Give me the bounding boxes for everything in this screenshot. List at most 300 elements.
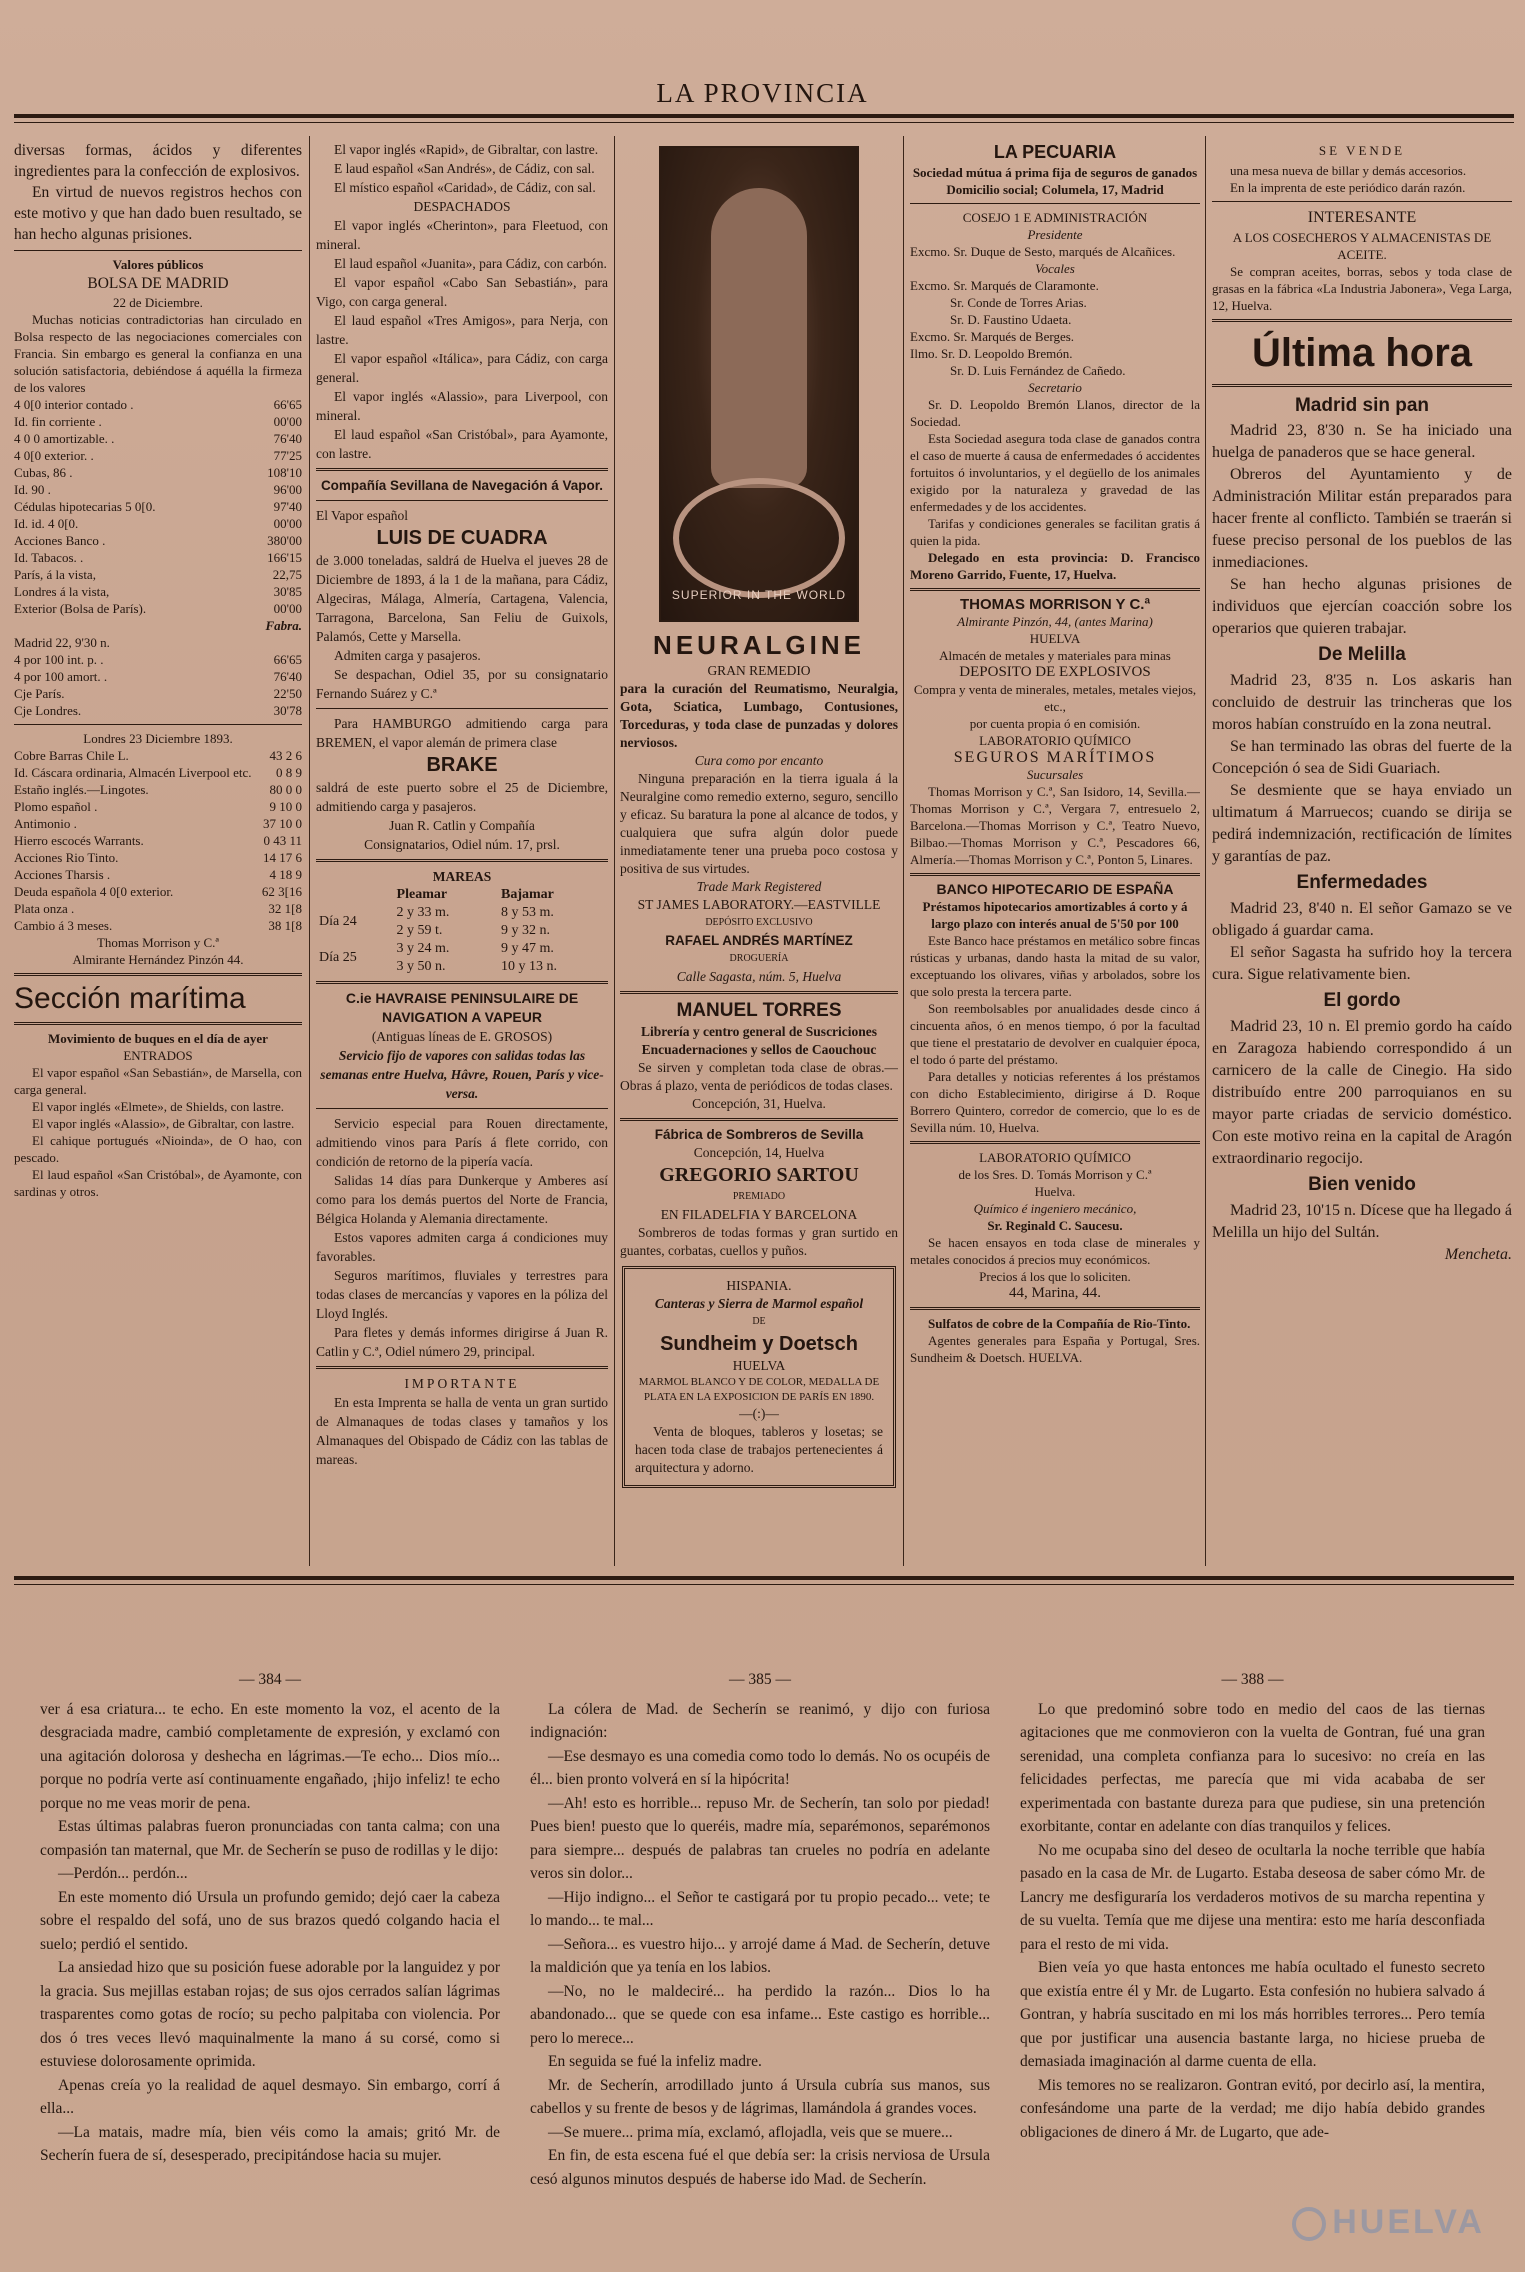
signature: Almirante Hernández Pinzón 44. — [72, 952, 244, 967]
quote-row — [14, 917, 302, 934]
quote-row — [14, 764, 302, 781]
ad-text: Ninguna preparación en la tierra iguala á la Neuralgine como remedio externo, seguro, sencillo y eficaz. Su baratura la pone al alcance de todos, y cualquiera que sufra algún dolor puede inmediatamente tener una prueba poco costosa y positiva de sus virtudes. — [620, 771, 898, 876]
quote-value: 66'65 — [273, 652, 302, 667]
section-heading: IMPORTANTE — [404, 1376, 520, 1391]
ad-title: RAFAEL ANDRÉS MARTÍNEZ — [665, 933, 853, 948]
divider — [14, 250, 302, 251]
ad-title: Sundheim y Doetsch — [660, 1333, 858, 1355]
ship-entry: El vapor inglés «Alassio», para Liverpool, con mineral. — [316, 389, 608, 423]
ad-text: Este Banco hace préstamos en metálico sobre fincas rústicas y urbanas, dando hasta la mitad de su valor, exceptuando los olivares, viñas y arbolados, sobre los que solo presta la tercera parte. — [910, 933, 1200, 999]
ad-text: Esta Sociedad asegura toda clase de ganados contra el caso de muerte á causa de enfermedades ó accidentes fortuitos ó involuntarios, y el degüello de los animales exigido por la naturaleza y gravedad de las enfermedades y de los accidentes. — [910, 431, 1200, 514]
ship-entry: El cahique portugués «Nioinda», de O hao, con pescado. — [14, 1133, 302, 1165]
serial-text: —La matais, madre mía, bien véis como la amais; gritó Mr. de Secherín fuera de sí, desesperado, precipitándose hacia su mujer. — [40, 2123, 500, 2164]
quote-value: 9 10 0 — [269, 799, 302, 814]
news-text: Madrid 23, 10'15 n. Dícese que ha llegado á Melilla un hijo del Sultán. — [1212, 1202, 1512, 1241]
quote-value: 30'85 — [273, 584, 302, 599]
quote-row — [14, 702, 302, 719]
quote-value: 76'40 — [273, 431, 302, 446]
ad-subtitle: Canteras y Sierra de Marmol español — [654, 1296, 864, 1311]
quote-value: 108'10 — [267, 465, 302, 480]
quote-label: 4 0 0 amortizable. . — [14, 431, 115, 446]
quote-label: Plomo español . — [14, 799, 98, 814]
quote-row — [14, 668, 302, 685]
ship-entry: El vapor inglés «Alassio», de Gibraltar, con lastre. — [32, 1116, 295, 1131]
ad-text: Servicio especial para Rouen directamente, admitiendo vinos para París á flete corrido, con condición de retorno de la pipería vacía. — [316, 1116, 608, 1169]
serial-text: —Se muere... prima mía, exclamó, aflojadla, veis que se muere... — [548, 2123, 953, 2141]
section-heading: DESPACHADOS — [413, 199, 511, 214]
ship-entry: El vapor inglés «Rapid», de Gibraltar, con lastre. — [334, 142, 599, 157]
tides-cell: 2 y 33 m. — [396, 905, 450, 920]
neuralgine-illustration — [659, 146, 859, 622]
ad-title: LA PECUARIA — [993, 142, 1117, 162]
tides-header: Bajamar — [501, 887, 554, 902]
quote-label: Id. Cáscara ordinaria, Almacén Liverpool etc. — [14, 765, 252, 780]
ad-text: Concepción, 31, Huelva. — [692, 1096, 826, 1111]
ad-text: Para fletes y demás informes dirigirse á Juan R. Catlin y C.ª, Odiel número 29, principal. — [316, 1325, 608, 1359]
company-name: Juan R. Catlin y Compañía — [389, 818, 535, 833]
divider — [910, 873, 1200, 876]
ad-title: Compañía Sevillana de Navegación á Vapor. — [320, 478, 604, 493]
quotes-table — [14, 396, 302, 617]
ad-title: GREGORIO SARTOU — [659, 1164, 859, 1186]
masthead: LA PROVINCIA — [656, 78, 869, 108]
quote-row — [14, 447, 302, 464]
metals-table — [14, 747, 302, 934]
divider — [910, 588, 1200, 591]
quote-row — [14, 747, 302, 764]
ad-text: Precios á los que lo soliciten. — [979, 1269, 1131, 1284]
quote-value: 80 0 0 — [269, 782, 302, 797]
serial-text: —No, no le maldeciré... ha perdido la razón... Dios lo ha abandonado... que se quede con esa infame... Este castigo es horrible... pero lo merece... — [530, 1982, 990, 2047]
ad-title: LABORATORIO QUÍMICO — [979, 1150, 1131, 1165]
quote-value: 14 17 6 — [263, 850, 302, 865]
ad-text: Estos vapores admiten carga á condiciones muy favorables. — [316, 1230, 608, 1264]
news-text: El señor Sagasta ha sufrido hoy la tercera cura. Sigue relativamente bien. — [1212, 944, 1512, 983]
quote-label: Cubas, 86 . — [14, 465, 73, 480]
serial-text: Mis temores no se realizaron. Gontran evitó, por decirlo así, la mentira, confesándome una parte de la verdad; me dijo había debido grandes obligaciones de dinero á Mr. de Lugarto, que ade- — [1020, 2076, 1485, 2141]
serial-column-2 — [530, 1668, 990, 2191]
section-heading: ENTRADOS — [123, 1048, 193, 1063]
ad-subtitle: Sociedad mútua á prima fija de seguros de ganados — [912, 165, 1198, 180]
divider — [14, 724, 302, 725]
tides-header: Pleamar — [396, 887, 448, 902]
ad-subtitle: A LOS COSECHEROS Y ALMACENISTAS DE ACEITE. — [1232, 230, 1492, 262]
news-text: Se han terminado las obras del fuerte de la Concepción ó sea de Sidi Guariach. — [1212, 738, 1512, 777]
tides-cell: 3 y 24 m. — [396, 941, 450, 956]
quote-value: 00'00 — [273, 414, 302, 429]
ad-subtitle: Huelva. — [1034, 1184, 1076, 1199]
quote-value: 00'00 — [273, 516, 302, 531]
top-rule-thin — [14, 122, 1514, 123]
column-4 — [910, 140, 1200, 1570]
ad-text: PREMIADO — [732, 1191, 786, 1202]
ad-text: Para detalles y noticias referentes á los préstamos con dicho Establecimiento, dirigirse á D. Roque Borrero Quintero, corredor de comercio, que lo es de Sevilla núm. 10, Huelva. — [910, 1069, 1200, 1135]
ad-text: Sr. Conde de Torres Arias. — [950, 295, 1087, 310]
ring-shape — [673, 478, 845, 598]
ad-text: Vocales — [1035, 261, 1075, 276]
ad-text: Excmo. Sr. Marqués de Claramonte. — [910, 278, 1099, 293]
news-text: Madrid 23, 10 n. El premio gordo ha caído en Zaragoza habiendo correspondido á un carnicero de la calle de Cinegio. Ha sido distribuído entre 200 parroquianos en su mayor parte criadas de servicio doméstico. Con este motivo reina en la capital de Aragón extraordinario regocijo. — [1212, 1018, 1512, 1167]
column-2 — [316, 140, 608, 1570]
ad-title: NEURALGINE — [653, 630, 865, 660]
ship-entry: El vapor español «Cabo San Sebastián», para Vigo, con carga general. — [316, 275, 608, 309]
quote-label: Id. id. 4 0[0. — [14, 516, 79, 531]
quote-row — [14, 515, 302, 532]
quote-value: 97'40 — [273, 499, 302, 514]
agency-signature: Mencheta. — [1444, 1246, 1512, 1263]
library-watermark — [1292, 2203, 1485, 2242]
news-heading: Enfermedades — [1296, 872, 1428, 893]
news-heading: De Melilla — [1318, 644, 1406, 665]
divider — [910, 203, 1200, 204]
ad-text: Se sirven y completan toda clase de obras.—Obras á plazo, venta de periódicos de todas clases. — [620, 1060, 898, 1093]
ad-title: HISPANIA. — [726, 1278, 792, 1293]
ad-text: Almacén de metales y materiales para minas — [939, 648, 1171, 663]
quote-value: 66'65 — [273, 397, 302, 412]
quote-row — [14, 583, 302, 600]
quote-label: 4 0[0 interior contado . — [14, 397, 134, 412]
quote-label: Acciones Rio Tinto. — [14, 850, 119, 865]
ad-text: Secretario — [1028, 380, 1082, 395]
ship-entry: El vapor inglés «Elmete», de Shields, con lastre. — [32, 1099, 284, 1114]
serial-text: En este momento dió Ursula un profundo gemido; dejó caer la cabeza sobre el respaldo del sofá, uno de sus brazos quedó colgando hacia el suelo; perdió el sentido. — [40, 1888, 500, 1953]
quote-row — [14, 832, 302, 849]
ad-text: Sr. D. Leopoldo Bremón Llanos, director de la Sociedad. — [910, 397, 1200, 429]
quote-label: Acciones Banco . — [14, 533, 106, 548]
quote-row — [14, 481, 302, 498]
quote-label: Antimonio . — [14, 816, 77, 831]
hispania-ad-box — [622, 1266, 896, 1488]
quote-row — [14, 566, 302, 583]
ad-title: MANUEL TORRES — [676, 1000, 842, 1021]
serial-text: —Hijo indigno... el Señor te castigará por tu propio pecado... vete; te lo mando... te mal... — [530, 1888, 990, 1929]
ad-text: DROGUERÍA — [729, 953, 789, 964]
ad-text: Admiten carga y pasajeros. — [334, 648, 481, 663]
ad-subtitle: Encuadernaciones y sellos de Caouchouc — [641, 1042, 877, 1057]
divider — [316, 708, 608, 709]
page-number: — 385 — — [729, 1671, 791, 1688]
ship-name: BRAKE — [426, 754, 498, 776]
column-5 — [1212, 140, 1512, 1570]
quote-value: 32 1[8 — [268, 901, 302, 916]
divider — [316, 1108, 608, 1109]
ad-subtitle: Domicilio social; Columela, 17, Madrid — [946, 182, 1164, 197]
ad-title: BANCO HIPOTECARIO DE ESPAÑA — [936, 881, 1174, 897]
ship-entry: El vapor español «San Sebastián», de Marsella, con carga general. — [14, 1065, 302, 1097]
divider — [620, 1118, 898, 1121]
ad-text: Químico é ingeniero mecánico, — [973, 1201, 1137, 1216]
ad-text: HUELVA — [1029, 631, 1081, 646]
quote-value: 0 43 11 — [263, 833, 302, 848]
tides-table — [316, 886, 608, 976]
article-text: diversas formas, ácidos y diferentes ingredientes para la confección de explosivos. — [14, 142, 302, 180]
serial-text: —Perdón... perdón... — [58, 1865, 188, 1882]
divider — [316, 859, 608, 862]
quote-label: Cje Londres. — [14, 703, 82, 718]
ad-text: Ilmo. Sr. D. Leopoldo Bremón. — [910, 346, 1073, 361]
serial-text: Apenas creía yo la realidad de aquel desmayo. Sin embargo, corrí á ella... — [40, 2076, 500, 2117]
quote-row — [14, 815, 302, 832]
ad-text: Salidas 14 días para Dunkerque y Amberes así como para los demás puertos del Norte de Francia, Bélgica Holanda y Alemania directamente. — [316, 1173, 608, 1226]
ad-subtitle: Préstamos hipotecarios amortizables á corto y á largo plazo con interés anual de 5'50 por 100 — [922, 899, 1188, 931]
section-heading: Valores públicos — [112, 257, 204, 272]
divider — [620, 991, 898, 994]
ad-text: Servicio fijo de vapores con salidas todas las semanas entre Huelva, Hâvre, Rouen, París y vice-versa. — [320, 1048, 604, 1101]
quote-row — [14, 549, 302, 566]
ad-text: Venta de bloques, tableros y losetas; se hacen toda clase de trabajos pertenecientes á arquitectura y adorno. — [635, 1424, 883, 1475]
ad-text: Son reembolsables por anualidades desde cinco á cincuenta años, ó en menos tiempo, ó por la facultad que tiene el prestatario de devolver en cualquier época, el todo ó parte del préstamo. — [910, 1001, 1200, 1067]
divider — [14, 973, 302, 976]
quote-value: 380'00 — [267, 533, 302, 548]
ad-text: para la curación del Reumatismo, Neuralgia, Gota, Sciatica, Lumbago, Contusiones, Torceduras, y toda clase de punzadas y dolores nerviosos. — [620, 681, 898, 750]
quote-row — [14, 464, 302, 481]
ad-text: de 3.000 toneladas, saldrá de Huelva el jueves 28 de Diciembre de 1893, á la 1 de la mañana, para Cádiz, Algeciras, Málaga, Almería, Cartagena, Valencia, Tarragona, Barcelona, San Feliu de Guixols, Palamós, Cette y Marsella. — [316, 553, 608, 644]
quote-label: Id. 90 . — [14, 482, 51, 497]
quote-row — [14, 798, 302, 815]
page-number: — 388 — — [1221, 1671, 1284, 1688]
company-address: Consignatarios, Odiel núm. 17, prsl. — [364, 837, 560, 852]
ad-text: saldrá de este puerto sobre el 25 de Diciembre, admitiendo carga y pasajeros. — [316, 780, 608, 814]
date-line: Londres 23 Diciembre 1893. — [83, 731, 233, 746]
ad-text: Excmo. Sr. Duque de Sesto, marqués de Alcañices. — [910, 244, 1176, 259]
signature: Thomas Morrison y C.ª — [96, 935, 220, 950]
bottom-rule — [14, 1576, 1514, 1580]
ad-text: Sr. D. Faustino Udaeta. — [950, 312, 1072, 327]
tides-day: Día 24 — [319, 914, 357, 929]
column-divider — [309, 136, 310, 1566]
tides-day: Día 25 — [319, 950, 357, 965]
serial-text: Bien veía yo que hasta entonces me había ocultado el funesto secreto que existía entre él y Mr. de Lugarto. Esta confesión no hubiera salvado á Gontran, y habría suscitado en mi los más horribles terrores... Pero temía que por justificar una ausencia bastante larga, no hiciese prueba de demasiada imaginación al darme cuenta de ella. — [1020, 1959, 1485, 2070]
ad-text: (Antiguas líneas de E. GROSOS) — [371, 1029, 553, 1044]
quote-label: Cédulas hipotecarias 5 0[0. — [14, 499, 156, 514]
article-text: Muchas noticias contradictorias han circulado en Bolsa respecto de las negociaciones comerciales con Francia. Sin embargo es general la confianza en una solución satisfactoria, debiéndose á aquélla la firmeza de los valores — [14, 312, 302, 395]
section-heading: MAREAS — [432, 869, 492, 884]
ad-text: En esta Imprenta se halla de venta un gran surtido de Almanaques de todas clases y tamaños y los Almanaques del Obispado de Cádiz con las tablas de mareas. — [316, 1395, 608, 1467]
ad-text: Agentes generales para España y Portugal, Sres. Sundheim & Doetsch. HUELVA. — [910, 1333, 1200, 1365]
ad-text: Se despachan, Odiel 35, por su consignatario Fernando Suárez y C.ª — [316, 667, 608, 701]
divider — [316, 981, 608, 984]
serial-column-3 — [1020, 1668, 1485, 2144]
ad-text: una mesa nueva de billar y demás accesorios. — [1230, 163, 1467, 178]
tides-cell: 2 y 59 t. — [396, 923, 443, 938]
section-heading: BOLSA DE MADRID — [87, 275, 229, 292]
quote-row — [14, 532, 302, 549]
quote-row — [14, 849, 302, 866]
quote-value: 38 1[8 — [268, 918, 302, 933]
ad-subtitle: DEPOSITO DE EXPLOSIVOS — [959, 664, 1151, 680]
divider — [316, 468, 608, 471]
ship-entry: El laud español «Juanita», para Cádiz, con carbón. — [334, 256, 607, 271]
serial-column-1 — [40, 1668, 500, 2168]
column-divider — [1205, 136, 1206, 1566]
quote-value: 0 8 9 — [276, 765, 302, 780]
news-text: Madrid 23, 8'40 n. El señor Gamazo se ve obligado á guardar cama. — [1212, 900, 1512, 939]
ad-text: por cuenta propia ó en comisión. — [969, 716, 1141, 731]
serial-text: Mr. de Secherín, arrodillado junto á Ursula cubría sus manos, sus cabellos y su frente de besos y de lágrimas, llamándola á grandes voces. — [530, 2076, 990, 2117]
tides-cell: 9 y 32 n. — [501, 923, 550, 938]
ad-subtitle: SEGUROS MARÍTIMOS — [953, 749, 1157, 766]
column-divider — [903, 136, 904, 1566]
quote-value: 77'25 — [273, 448, 302, 463]
quote-row — [14, 866, 302, 883]
quote-value: 37 10 0 — [263, 816, 302, 831]
serial-text: ver á esa criatura... te echo. En este momento la voz, el acento de la desgraciada madre, cambió completamente de expresión, y exclamó con una agitación dolorosa y deshecha en lágrimas.—Te echo... Dios mío... porque no podría verte así continuamente engañado, ¡hijo infeliz! te echo porque no me veas morir de pena. — [40, 1700, 500, 1812]
quote-label: Id. fin corriente . — [14, 414, 102, 429]
divider — [14, 1022, 302, 1025]
ad-text: Se hacen ensayos en toda clase de minerales y metales conocidos á precios muy económicos. — [910, 1235, 1200, 1267]
ad-title: C.ie HAVRAISE PENINSULAIRE DE NAVIGATION A VAPEUR — [345, 990, 579, 1025]
ad-subtitle: Cura como por encanto — [694, 753, 824, 768]
ad-text: Sr. Reginald C. Saucesu. — [987, 1218, 1123, 1233]
quote-row — [14, 900, 302, 917]
ad-text: Sr. D. Luis Fernández de Cañedo. — [950, 363, 1126, 378]
figure-shape — [711, 188, 807, 488]
ship-entry: El místico español «Caridad», de Cádiz, con sal. — [334, 180, 596, 195]
ad-title: Sulfatos de cobre de la Compañía de Rio-Tinto. — [928, 1316, 1191, 1331]
ship-entry: E laud español «San Andrés», de Cádiz, con sal. — [334, 161, 595, 176]
quote-value: 62 3[16 — [261, 884, 302, 899]
ship-entry: El vapor español «Itálica», para Cádiz, con carga general. — [316, 351, 608, 385]
serial-text: Estas últimas palabras fueron pronunciadas con tanta calma; con una compasión tan maternal, que Mr. de Secherín se puso de rodillas y le dijo: — [40, 1818, 500, 1859]
serial-text: No me ocupaba sino del deseo de ocultarla la noche terrible que había pasado en la casa de Mr. de Lugarto. Estaba deseosa de saber cómo Mr. de Lancry me desfiguraría los verdaderos motivos de su marcha repentina y de su vuelta. Temía que me dijese una mentira: esto me haría desconfiada para el resto de mi vida. — [1020, 1841, 1485, 1953]
quote-label: Hierro escocés Warrants. — [14, 833, 144, 848]
ad-subtitle: de los Sres. D. Tomás Morrison y C.ª — [958, 1167, 1152, 1182]
news-text: Se han hecho algunas prisiones de individuos que ejercían coacción sobre los operarios que quieren trabajar. — [1212, 576, 1512, 637]
quotes-table — [14, 651, 302, 719]
watermark-circle-icon — [1292, 2207, 1326, 2241]
ad-text: ST JAMES LABORATORY.—EASTVILLE — [637, 897, 881, 912]
ad-text: El Vapor español — [316, 508, 408, 523]
quote-value: 96'00 — [273, 482, 302, 497]
divider — [910, 1141, 1200, 1144]
ad-text: Sucursales — [1026, 767, 1084, 782]
section-heading: Movimiento de buques en el día de ayer — [48, 1031, 268, 1046]
tides-cell: 9 y 47 m. — [501, 941, 554, 956]
ad-text: Delegado en esta provincia: D. Francisco Moreno Garrido, Fuente, 17, Huelva. — [910, 550, 1200, 582]
ad-subtitle: Librería y centro general de Suscriciones — [640, 1024, 878, 1039]
serial-text: —Señora... es vuestro hijo... y arrojé dame á Mad. de Secherín, detuve la maldición que ya tenía en los labios. — [530, 1935, 990, 1976]
ad-text: MARMOL BLANCO Y DE COLOR, MEDALLA DE PLATA EN LA EXPOSICION DE PARÍS EN 1890. — [638, 1376, 880, 1403]
quote-row — [14, 781, 302, 798]
ad-text: Seguros marítimos, fluviales y terrestres para todas clases de mercancías y vapores en la póliza del Lloyd Inglés. — [316, 1268, 608, 1321]
ad-text: DE — [752, 1316, 766, 1327]
ship-entry: El laud español «San Cristóbal», de Ayamonte, con sardinas y otros. — [14, 1167, 302, 1199]
ad-text: DEPÓSITO EXCLUSIVO — [705, 917, 813, 928]
illustration-caption: SUPERIOR IN THE WORLD — [671, 588, 847, 602]
column-divider — [614, 136, 615, 1566]
ad-text: Almirante Pinzón, 44, (antes Marina) — [957, 614, 1153, 629]
quote-row — [14, 883, 302, 900]
news-text: Obreros del Ayuntamiento y de Administración Militar están preparados para hacer frente al conflicto. También se traerán si fuese preciso personal de los pueblos de las inmediaciones. — [1212, 466, 1512, 571]
ad-text: Excmo. Sr. Marqués de Berges. — [910, 329, 1075, 344]
quote-row — [14, 430, 302, 447]
quote-label: 4 por 100 amort. . — [14, 669, 108, 684]
quote-label: Exterior (Bolsa de París). — [14, 601, 147, 616]
divider — [1212, 319, 1512, 322]
section-title: Sección marítima — [14, 982, 246, 1015]
quote-row — [14, 600, 302, 617]
serial-text: La ansiedad hizo que su posición fuese adorable por la languidez y por la gracia. Sus mejillas estaban rojas; de sus ojos cerrados salían lágrimas trasparentes como gotas de rocío; su pecho palpitaba con violencia. Por dos ó tres veces llevó maquinalmente la mano á su corsé, como si estuviese dolorosamente oprimida. — [40, 1959, 500, 2070]
quote-value: 43 2 6 — [269, 748, 302, 763]
news-heading: El gordo — [1323, 990, 1401, 1011]
serial-text: —Ese desmayo es una comedia como todo lo demás. No os ocupéis de él... bien pronto volverá en sí la hipócrita! — [530, 1747, 990, 1788]
quote-row — [14, 498, 302, 515]
serial-text: Lo que predominó sobre todo en medio del caos de las tiernas agitaciones que me conmovieron con la vuelta de Gontran, fué una gran serenidad, una completa confianza para lo sucesivo: no creía en las felicidades perfectas, me parecía que mi vida acababa de ser experimentada con bastante dureza para que pudiese, sin una pretención exorbitante, contar en adelante con días tranquilos y felices. — [1020, 1700, 1485, 1835]
divider — [316, 500, 608, 501]
column-3 — [620, 140, 898, 1570]
ad-text: Tarifas y condiciones generales se facilitan gratis á quien la pida. — [910, 516, 1200, 548]
bottom-rule-thin — [14, 1584, 1514, 1585]
tides-cell: 10 y 13 n. — [501, 959, 557, 974]
ad-text: Calle Sagasta, núm. 5, Huelva — [676, 969, 842, 984]
quote-value: 166'15 — [267, 550, 302, 565]
ad-title: Fábrica de Sombreros de Sevilla — [654, 1127, 864, 1142]
serial-text: —Ah! esto es horrible... repuso Mr. de Secherín, tan solo por piedad! Pues bien! puesto que lo queréis, madre mía, separémonos, separémonos para siempre... después de palabras tan crueles no podría en adelante veros sin dolor... — [530, 1794, 990, 1882]
divider — [1212, 201, 1512, 202]
quote-label: 4 por 100 int. p. . — [14, 652, 104, 667]
ad-text: Concepción, 14, Huelva — [693, 1145, 825, 1160]
quote-value: 00'00 — [273, 601, 302, 616]
ad-text: En la imprenta de este periódico darán razón. — [1230, 180, 1466, 195]
watermark-text: HUELVA — [1332, 2203, 1485, 2241]
quote-label: Londres á la vista, — [14, 584, 110, 599]
divider — [316, 1366, 608, 1369]
ship-entry: El laud español «San Cristóbal», para Ayamonte, con lastre. — [316, 427, 608, 461]
ship-entry: El vapor inglés «Cherinton», para Fleetuod, con mineral. — [316, 218, 608, 252]
quote-value: 76'40 — [273, 669, 302, 684]
ad-subtitle: COSEJO 1 E ADMINISTRACIÓN — [962, 210, 1148, 225]
article-text: En virtud de nuevos registros hechos con este motivo y que han dado buen resultado, se han hecho algunas prisiones. — [14, 184, 302, 243]
top-rule — [14, 114, 1514, 118]
ad-text: Se compran aceites, borras, sebos y toda clase de grasas en la fábrica «La Industria Jabonera», Vega Larga, 12, Huelva. — [1212, 264, 1512, 313]
tides-cell: 3 y 50 n. — [396, 959, 446, 974]
quote-label: Acciones Tharsis . — [14, 867, 111, 882]
quote-value: 22,75 — [272, 567, 302, 582]
column-1 — [14, 140, 302, 1570]
ship-entry: El laud español «Tres Amigos», para Nerja, con lastre. — [316, 313, 608, 347]
quote-label: 4 0[0 exterior. . — [14, 448, 94, 463]
quote-label: Estaño inglés.—Lingotes. — [14, 782, 149, 797]
news-heading: Madrid sin pan — [1294, 395, 1430, 416]
quote-label: Plata onza . — [14, 901, 75, 916]
ad-text: Thomas Morrison y C.ª, San Isidoro, 14, Sevilla.—Thomas Morrison y C.ª, Vergara 7, entresuelo 2, Barcelona.—Thomas Morrison y C.ª, Teatro Nuevo, Bilbao.—Thomas Morrison y C.ª, Pescadores 66, Almería.—Thomas Morrison y C.ª, Ponton 5, Linares. — [910, 784, 1200, 867]
quote-label: Cje París. — [14, 686, 65, 701]
ad-text: 44, Marina, 44. — [1008, 1285, 1102, 1301]
ad-text: HUELVA — [732, 1358, 786, 1373]
page-number: — 384 — — [239, 1671, 301, 1688]
quote-row — [14, 685, 302, 702]
ad-text: —(:)— — [739, 1406, 779, 1421]
quote-label: Deuda española 4 0[0 exterior. — [14, 884, 174, 899]
section-title: Última hora — [1251, 331, 1473, 375]
date-line: 22 de Diciembre. — [113, 295, 203, 310]
serial-text: En fin, de esta escena fué el que debía ser: la crisis nerviosa de Ursula cesó algunos minutos después de haberse ido Mad. de Secherín. — [530, 2147, 990, 2188]
divider — [1212, 384, 1512, 387]
news-text: Madrid 23, 8'30 n. Se ha iniciado una huelga de panaderos que se hace general. — [1212, 422, 1512, 461]
news-heading: Bien venido — [1308, 1174, 1416, 1195]
quote-row — [14, 651, 302, 668]
news-text: Se desmiente que se haya enviado un ultimatum á Marruecos; cuando se dirija se pedirá indemnización, rectificación de límites y garantías de paz. — [1212, 782, 1512, 865]
news-text: Madrid 23, 8'35 n. Los askaris han concluido de destruir las trincheras que los moros habían construído en la zona neutral. — [1212, 672, 1512, 733]
ad-text: Compra y venta de minerales, metales, metales viejos, etc., — [913, 682, 1197, 714]
quote-label: Cobre Barras Chile L. — [14, 748, 129, 763]
agency-signature: Fabra. — [265, 618, 302, 633]
ad-title: SE VENDE — [1318, 143, 1406, 158]
divider — [910, 1307, 1200, 1310]
ad-text: Trade Mark Registered — [696, 879, 822, 894]
serial-text: La cólera de Mad. de Secherín se reanimó, y dijo con furiosa indignación: — [530, 1700, 990, 1741]
quote-label: Id. Tabacos. . — [14, 550, 84, 565]
